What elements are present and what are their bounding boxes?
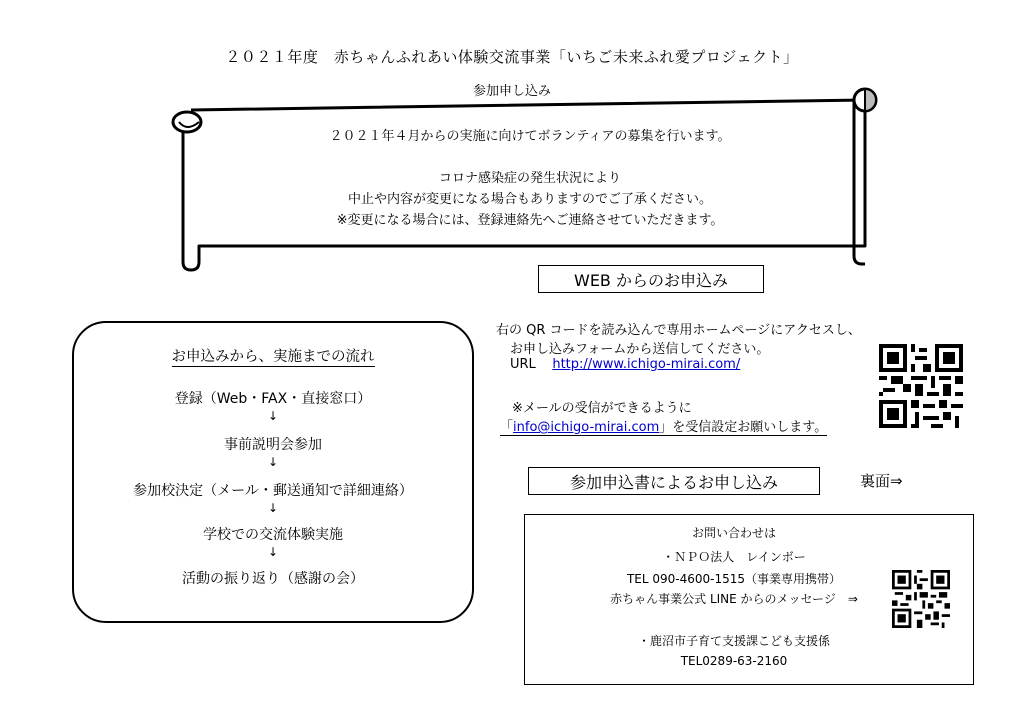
- page-title: ２０２１年度 赤ちゃんふれあい体験交流事業「いちご未来ふれ愛プロジェクト」: [225, 48, 799, 66]
- web-instruction: お申し込みフォームから送信してください。: [510, 342, 770, 357]
- mail-open: 「: [500, 420, 514, 435]
- mail-link[interactable]: info@ichigo-mirai.com: [513, 420, 660, 435]
- notice-line: ２０２１年４月からの実施に向けてボランティアの募集を行います。: [329, 129, 731, 144]
- flow-step: 学校での交流体験実施: [203, 527, 343, 543]
- notice-text: [220, 126, 840, 231]
- flow-arrow: ↓: [267, 501, 279, 515]
- mail-setting-note: [500, 416, 827, 435]
- flow-step: 活動の振り返り（感謝の会）: [182, 571, 364, 587]
- contact-org: ・ＮＰＯ法人 レインボー: [662, 550, 806, 564]
- flow-arrow: ↓: [267, 545, 279, 559]
- flow-title-text: お申込みから、実施までの流れ: [171, 349, 375, 365]
- web-apply-heading: WEB からのお申込み: [538, 265, 764, 293]
- flow-title: [72, 345, 474, 366]
- mail-note: ※メールの受信ができるように: [512, 401, 692, 416]
- back-page-note: 裏面⇒: [860, 472, 903, 490]
- website-qr-code-icon[interactable]: [879, 344, 963, 428]
- mail-rest: 」を受信設定お願いします。: [659, 420, 828, 435]
- line-qr-code-icon[interactable]: [892, 570, 950, 628]
- flow-step: 参加校決定（メール・郵送通知で詳細連絡）: [133, 483, 413, 499]
- notice-line: ※変更になる場合には、登録連絡先へご連絡させていただきます。: [336, 213, 724, 228]
- url-row: [510, 357, 740, 372]
- web-instruction: 右の QR コードを読み込んで専用ホームページにアクセスし、: [496, 323, 861, 338]
- url-label: URL: [510, 357, 536, 372]
- contact-heading: お問い合わせは: [691, 526, 776, 540]
- flow-step: 事前説明会参加: [224, 437, 322, 453]
- contact-org: ・鹿沼市子育て支援課こども支援係: [637, 634, 830, 648]
- flow-step: 登録（Web・FAX・直接窓口）: [174, 391, 372, 407]
- url-link[interactable]: http://www.ichigo-mirai.com/: [552, 357, 741, 372]
- contact-line-note: 赤ちゃん事業公式 LINE からのメッセージ ⇒: [610, 592, 858, 606]
- notice-line: コロナ感染症の発生状況により: [438, 171, 621, 186]
- contact-phone: TEL0289-63-2160: [680, 654, 788, 668]
- form-apply-heading: 参加申込書によるお申し込み: [528, 467, 820, 495]
- contact-phone: TEL 090-4600-1515（事業専用携帯）: [626, 572, 842, 586]
- flow-arrow: ↓: [267, 455, 279, 469]
- notice-line: 中止や内容が変更になる場合もありますのでご了承ください。: [347, 192, 712, 207]
- page-subtitle: 参加申し込み: [472, 84, 551, 99]
- flow-arrow: ↓: [267, 409, 279, 423]
